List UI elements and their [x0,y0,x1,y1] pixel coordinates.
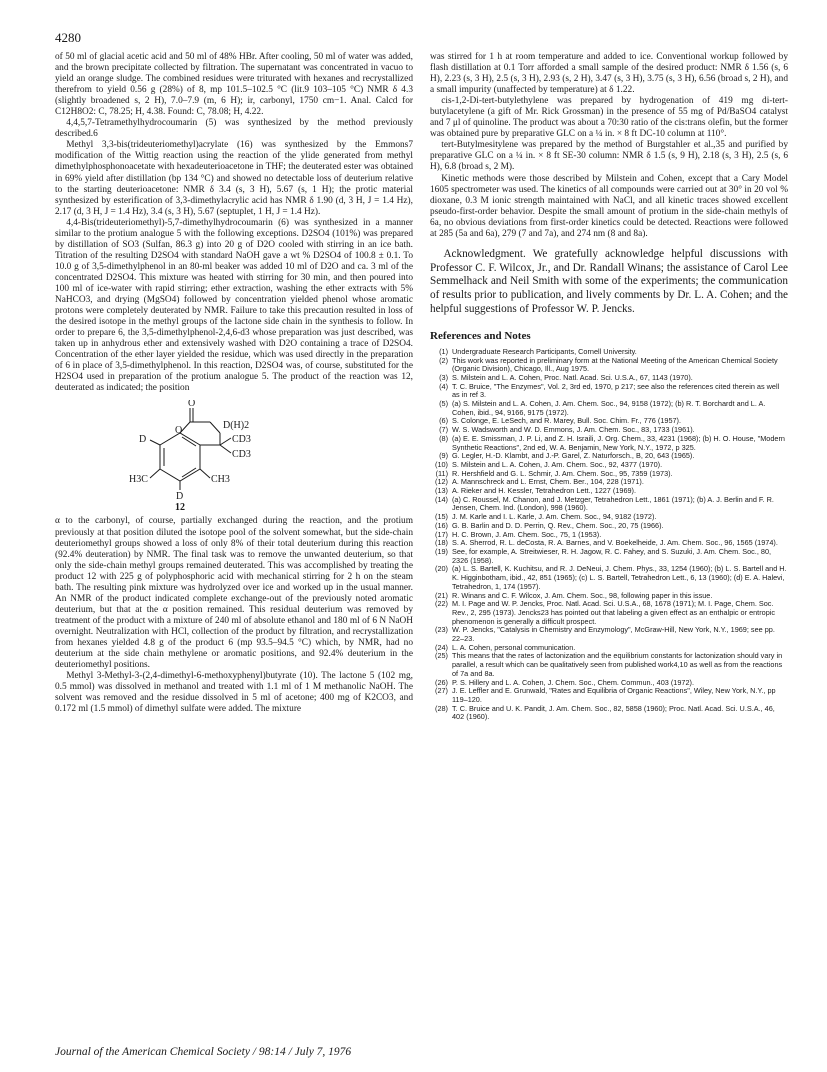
reference-text: This work was reported in preliminary form at the National Meeting of the American Chemical Society (Organic Division), Chicago, Ill., Aug 1975. [452,355,778,374]
reference-number: (16) [435,520,448,530]
paragraph: of 50 ml of glacial acetic acid and 50 ml of 48% HBr. After cooling, 50 ml of water was added, and the brown precipitate collected by filtration. The supernatant was concentrated in vacuo to yield an orange sludge. The combined residues were triturated with hexanes and recrystallized therefrom to yield 0.56 g (28%) of 8, mp 101.5–102.5 °C (lit.9 103–105 °C) NMR δ 4.3 (slightly broadened s, 2 H), 7.0–7.9 (m, 6 H); ir, carbonyl, 1750 cm−1. Anal. Calcd for C12H8O2: C, 78.25; H, 4.38. Found: C, 78.08; H, 4.22. [55,52,413,118]
reference-number: (8) [439,433,448,443]
reference-text: (a) L. S. Bartell, K. Kuchitsu, and R. J. DeNeui, J. Chem. Phys., 33, 1254 (1960); (b) L. S. Bartell and H. K. Higginbotham, ibid., 42, 851 (1965); (c) L. S. Bartell, Tetrahedron Lett., 6, 13 (1960); (d) E. A. Halevi, Tetrahedron, 1, 174 (1957). [452,564,787,591]
reference-number: (1) [439,346,448,356]
references-list [430,348,788,722]
atom-d-left: D [139,434,147,446]
paragraph: α to the carbonyl, of course, partially exchanged during the reaction, and the protium previously at that position diluted the isotope pool of the solvent somewhat, but the side-chain deuteriomethyl groups showed a loss of only 8% of their total deuterium during this reaction (92.4% deuteration) by NMR. The final task was to remove the unwanted deuterium, so that only the side-chain methyl groups remained deuterated. This was accomplished by treating the product 12 with 225 g of polyphosphoric acid with mechanical stirring for 2 h on the steam bath. The resulting pink mixture was hydrolyzed over ice and worked up in the usual manner. An NMR of the product indicated complete exchange-out of the previously noted aromatic deuterium, but that at the α position remained. This residual deuterium was removed by treatment of the product with a mixture of 240 ml of absolute ethanol and 180 ml of 6 N NaOH overnight. Neutralization with HCl, collection of the product by filtration, and recrystallization from hexanes yielded 4.8 g of the product 6 (mp 93.5–94.5 °C) which, by NMR, had no deuterium at the side chain methylene or aromatic positions, and 92.4% deuterium in the deuteriomethyl positions. [55,516,413,671]
paragraph: was stirred for 1 h at room temperature and added to ice. Conventional workup followed by flash distillation at 0.1 Torr afforded a small sample of the desired product: NMR δ 1.56 (s, 6 H), 2.23 (s, 3 H), 2.5 (s, 3 H), 2.93 (s, 2 H), 3.47 (s, 3 H), 3.75 (s, 3 H), 6.56 (broad s, 2 H), and a small impurity (unaffected by temperature) at δ 1.22. [430,52,788,96]
reference-number: (7) [439,425,448,435]
reference-text: G. Legler, H.-D. Klambt, and J.-P. Garel, Z. Naturforsch., B, 20, 643 (1965). [452,451,695,461]
reference-item [430,626,788,643]
page-number: 4280 [55,30,81,45]
reference-number: (9) [439,451,448,461]
reference-text: (a) C. Roussel, M. Chanon, and J. Metzger, Tetrahedron Lett., 1861 (1971); (b) A. J. Berlin and F. R. Jensen, Chem. Ind. (London), 998 (1960). [452,494,774,513]
reference-item [430,652,788,678]
reference-text: S. Milstein and L. A. Cohen, Proc. Natl. Acad. Sci. U.S.A., 67, 1143 (1970). [452,372,693,382]
reference-number: (5) [439,399,448,409]
reference-item [430,687,788,704]
reference-text: J. E. Leffler and E. Grunwald, "Rates and Equilibria of Organic Reactions", Wiley, New York, N.Y., pp 119–120. [452,686,776,704]
atom-cd3-lower: CD3 [232,449,251,461]
reference-number: (25) [435,651,448,661]
reference-item [430,400,788,417]
reference-text: H. C. Brown, J. Am. Chem. Soc., 75, 1 (1953). [452,529,602,539]
reference-item [430,600,788,626]
reference-text: J. M. Karle and I. L. Karle, J. Am. Chem. Soc., 94, 9182 (1972). [452,512,657,522]
paragraph: Kinetic methods were those described by Milstein and Cohen, except that a Cary Model 1605 spectrometer was used. The kinetics of all compounds were carried out at 30° in 20 vol % dioxane, 0.3 M ionic strength maintained with NaCl, and all kinetic traces showed excellent pseudo-first-order behavior. Despite the small amount of protium in the side-chain methyls of 6a, no obvious deviations from first-order kinetics could be detected. Reactions were followed at 285 (5a and 6a), 279 (7 and 7a), and 274 nm (8 and 8a). [430,173,788,239]
reference-text: T. C. Bruice and U. K. Pandit, J. Am. Chem. Soc., 82, 5858 (1960); Proc. Natl. Acad. Sci. U.S.A., 46, 402 (1960). [452,703,775,722]
reference-number: (6) [439,416,448,426]
reference-text: R. Hershfield and G. L. Schmir, J. Am. Chem. Soc., 95, 7359 (1973). [452,468,673,478]
reference-number: (12) [435,477,448,487]
reference-number: (11) [435,468,448,478]
reference-number: (13) [435,486,448,496]
reference-item [430,565,788,591]
journal-footer: Journal of the American Chemical Society / 98:14 / July 7, 1976 [55,1046,352,1058]
paragraph: tert-Butylmesitylene was prepared by the method of Burgstahler et al.,35 and purified by preparative GLC on a ¼ in. × 8 ft SE-30 column: NMR δ 1.5 (s, 9 H), 2.18 (s, 3 H), 2.5 (s, 6 H), 6.8 (broad s, 2 M). [430,140,788,173]
reference-text: A. Rieker and H. Kessler, Tetrahedron Lett., 1227 (1969). [452,486,637,496]
acknowledgment: Acknowledgment. We gratefully acknowledge helpful discussions with Professor C. F. Wilcox, Jr., and Dr. Randall Winans; the assistance of Carol Lee Semmelhack and Neil Smith with some of the experiments; the communication of results prior to publication, and lively comments by Dr. L. A. Cohen; and the helpful suggestions of Professor W. P. Jencks. [430,247,788,315]
paragraph: cis-1,2-Di-tert-butylethylene was prepared by hydrogenation of 419 mg di-tert-butylacetylene (a gift of Mr. Rick Grossman) in the presence of 55 mg of Pd/BaSO4 catalyst and 7 μl of quinoline. The product was about a 70:30 ratio of the cis:trans olefin, but the former was obtained pure by preparative GLC on a ¼ in. × 8 ft DC-10 column at 110°. [430,96,788,140]
reference-text: S. Milstein and L. A. Cohen, J. Am. Chem. Soc., 92, 4377 (1970). [452,459,663,469]
reference-number: (3) [439,372,448,382]
reference-text: Undergraduate Research Participants, Cornell University. [452,346,637,356]
reference-text: M. I. Page and W. P. Jencks, Proc. Natl. Acad. Sci. U.S.A., 68, 1678 (1971); M. I. Page, Chem. Soc. Rev., 2, 295 (1973). Jencks23 has pointed out that labeling a given effect as an enthalpic or entropic phenomenon is generally a difficult prospect. [452,599,776,626]
atom-o-carbonyl: O [188,400,196,410]
reference-number: (23) [435,625,448,635]
reference-text: S. Colonge, E. LeSech, and R. Marey, Bull. Soc. Chim. Fr., 776 (1957). [452,416,682,426]
reference-number: (22) [435,599,448,609]
reference-number: (15) [435,512,448,522]
reference-text: W. P. Jencks, "Catalysis in Chemistry and Enzymology", McGraw-Hill, New York, N.Y., 1969; see pp. 22–23. [452,625,775,644]
reference-number: (20) [435,564,448,574]
reference-text: S. A. Sherrod, R. L. deCosta, R. A. Barnes, and V. Boekelheide, J. Am. Chem. Soc., 96, 1565 (1974). [452,538,778,548]
reference-number: (4) [439,381,448,391]
references-title: References and Notes [430,329,531,342]
reference-text: G. B. Barlin and D. D. Perrin, Q. Rev., Chem. Soc., 20, 75 (1966). [452,520,664,530]
paragraph: 4,4,5,7-Tetramethylhydrocoumarin (5) was synthesized by the method previously described.6 [55,118,413,140]
atom-o-ring: O [175,425,183,437]
paragraph: 4,4-Bis(trideuteriomethyl)-5,7-dimethylhydrocoumarin (6) was synthesized in a manner similar to the protium analogue 5 with the following exceptions. D2SO4 (101%) was prepared by distillation of SO3 (Sulfan, 86.3 g) into 20 g of D2O cooled with stirring in an ice bath. Titration of the resulting D2SO4 with standard NaOH gave a wt % D2SO4 of 100.8 ± 0.1. To 10.0 g of 3,5-dimethylphenol in an 80-ml beaker was added 10 ml of D2O and ca. 3 ml of the concentrated D2SO4. This mixture was heated with stirring for 30 min, and then poured into 100 ml of ice-water with rapid stirring; ether extraction, washing the ether extracts with 5% NaHCO3, and drying (MgSO4) followed by concentration yielded phenol whose aromatic protons were completely deuterated by NMR. Failure to take this precaution resulted in loss of the desired isotope in the methyl groups of the lactone side chain in the synthesis to follow. In order to prepare 6, the 3,5-dimethylphenol-2,4,6-d3 whose preparation was just described, was taken up in anhydrous ether and extensively washed with D2O containing a trace of D2SO4. Concentration of the ether layer yielded the residue, which was used directly in the preparation of 6 in place of 3,5-dimethylphenol. In this reaction, D2SO4 was, of course, substituted for the H2SO4 used in preparation of the protium analogue 5. The product of the reaction was 12, deuterated as indicated; the position [55,217,413,394]
paragraph: Methyl 3,3-bis(trideuteriomethyl)acrylate (16) was synthesized by the Emmons7 modification of the Wittig reaction using the reaction of the ylide generated from methyl dimethylphosphonoacetate with hexadeuterioacetone in THF; the deuterated ester was obtained in 69% yield after distillation (bp 134 °C) and showed no detectable loss of deuterium relative to the starting deuterioacetone: NMR δ 3.4 (s, 3 H), 5.67 (s, 1 H); the protic material synthesized by esterification of 3,3-dimethylacrylic acid has NMR δ 1.90 (d, 3 H, J = 1.4 Hz), 2.17 (d, 3 H, J = 1.4 Hz), 3.4 (s, 3 H), 5.67 (septuplet, 1 H, J = 1.4 Hz). [55,140,413,217]
reference-text: L. A. Cohen, personal communication. [452,642,576,652]
reference-text: A. Mannschreck and L. Ernst, Chem. Ber., 104, 228 (1971). [452,477,644,487]
paragraph: Methyl 3-Methyl-3-(2,4-dimethyl-6-methoxyphenyl)butyrate (10). The lactone 5 (102 mg, 0.5 mmol) was dissolved in methanol and treated with 1.1 ml of 1 M methanolic NaOH. The solvent was removed and the residue dissolved in 5 ml of acetone; 400 mg of K2CO3, and 0.172 ml (1.5 mmol) of dimethyl sulfate were added. The mixture [55,671,413,715]
reference-item [430,548,788,565]
reference-number: (24) [435,642,448,652]
reference-number: (14) [435,494,448,504]
reference-text: R. Winans and C. F. Wilcox, J. Am. Chem. Soc., 98, following paper in this issue. [452,590,713,600]
atom-h3c: H3C [129,474,148,486]
left-column [55,52,413,715]
atom-d-bottom: D [176,491,184,503]
atom-cd3-upper: CD3 [232,434,251,446]
reference-item [430,705,788,722]
reference-text: This means that the rates of lactonization and the equilibrium constants for lactonization should vary in parallel, a result which can be qualitatively seen from published work4,10 as well as from the reactions of 7a and 8a. [452,651,783,678]
reference-number: (18) [435,538,448,548]
atom-ch3: CH3 [211,474,230,486]
reference-number: (26) [435,677,448,687]
right-column [430,52,788,722]
reference-number: (27) [435,686,448,696]
reference-item [430,435,788,452]
atom-dh2: D(H)2 [223,420,250,432]
reference-text: (a) E. E. Smissman, J. P. Li, and Z. H. Israili, J. Org. Chem., 33, 4231 (1968); (b) H. O. House, "Modern Synthetic Reactions", 2nd ed, W. A. Benjamin, New York, N.Y., 1972, p 325. [452,433,785,452]
reference-text: (a) S. Milstein and L. A. Cohen, J. Am. Chem. Soc., 94, 9158 (1972); (b) R. T. Borchardt and L. A. Cohen, ibid., 94, 9166, 9175 (1972). [452,399,766,417]
reference-number: (28) [435,703,448,713]
reference-number: (2) [439,355,448,365]
reference-item [430,496,788,513]
structure-12-diagram [125,400,295,510]
reference-number: (21) [435,590,448,600]
reference-item [430,383,788,400]
compound-label: 12 [175,502,185,511]
reference-text: W. S. Wadsworth and W. D. Emmons, J. Am. Chem. Soc., 83, 1733 (1961). [452,425,695,435]
reference-text: P. S. Hillery and L. A. Cohen, J. Chem. Soc., Chem. Commun., 403 (1972). [452,677,694,687]
reference-number: (19) [435,547,448,556]
reference-number: (10) [435,459,448,469]
reference-text: See, for example, A. Streitwieser, R. H. Jagow, R. C. Fahey, and S. Suzuki, J. Am. Chem. Soc., 80, 2326 (1958). [452,547,772,565]
reference-item [430,357,788,374]
reference-number: (17) [435,529,448,539]
reference-text: T. C. Bruice, "The Enzymes", Vol. 2, 3rd ed, 1970, p 217; see also the references cited therein as well as in ref 3. [452,381,780,400]
